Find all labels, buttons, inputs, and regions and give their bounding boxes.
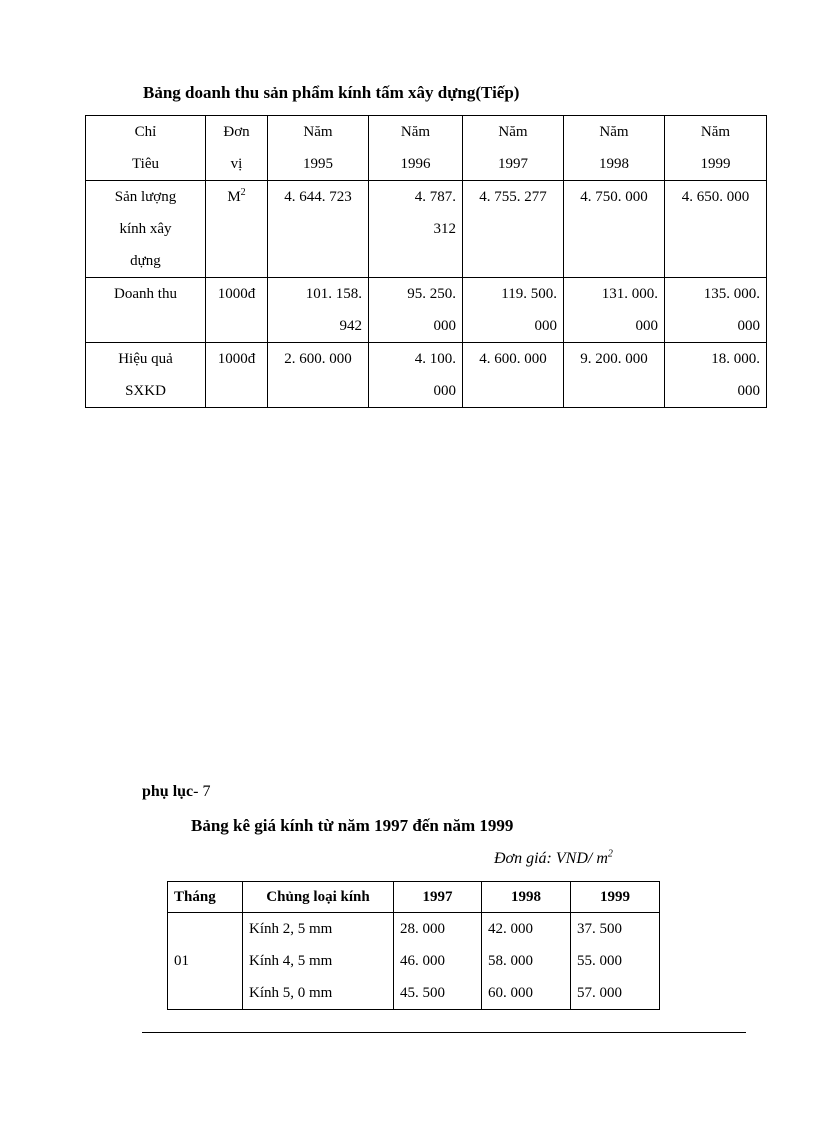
cell-value: 4. 600. 000 bbox=[463, 343, 564, 408]
unit-note: Đơn giá: VND/ $m^2$ bbox=[494, 848, 613, 867]
revenue-table bbox=[85, 115, 767, 408]
header-year-1996: Năm 1996 bbox=[369, 116, 463, 181]
appendix-label: phụ lục- 7 bbox=[142, 783, 211, 800]
header-unit: Đơn vị bbox=[206, 116, 268, 181]
price-header-row bbox=[168, 882, 660, 913]
cell-value: 4. 755. 277 bbox=[463, 181, 564, 278]
header-year-1999: Năm 1999 bbox=[665, 116, 767, 181]
cell-value: 101. 158. 942 bbox=[268, 278, 369, 343]
row-unit: 1000đ bbox=[206, 278, 268, 343]
revenue-header-row bbox=[86, 116, 767, 181]
cell-value: 119. 500. 000 bbox=[463, 278, 564, 343]
footer-rule bbox=[142, 1032, 746, 1033]
table-row bbox=[86, 181, 767, 278]
cell-value: 2. 600. 000 bbox=[268, 343, 369, 408]
price-cell-1999: 37. 500 55. 000 57. 000 bbox=[571, 913, 660, 1010]
price-cell-1997: 28. 000 46. 000 45. 500 bbox=[394, 913, 482, 1010]
cell-value: 95. 250. 000 bbox=[369, 278, 463, 343]
row-unit: 1000đ bbox=[206, 343, 268, 408]
row-unit: $M^2$ bbox=[206, 181, 268, 278]
cell-value: 131. 000. 000 bbox=[564, 278, 665, 343]
cell-value: 4. 750. 000 bbox=[564, 181, 665, 278]
cell-value: 4. 787. 312 bbox=[369, 181, 463, 278]
header-year-1998: Năm 1998 bbox=[564, 116, 665, 181]
cell-value: 9. 200. 000 bbox=[564, 343, 665, 408]
table-row bbox=[168, 913, 660, 1010]
cell-value: 135. 000. 000 bbox=[665, 278, 767, 343]
cell-value: 4. 644. 723 bbox=[268, 181, 369, 278]
header-month: Tháng bbox=[168, 882, 243, 913]
row-label: Sản lượng kính xây dựng bbox=[86, 181, 206, 278]
header-1997: 1997 bbox=[394, 882, 482, 913]
header-1998: 1998 bbox=[482, 882, 571, 913]
cell-value: 4. 650. 000 bbox=[665, 181, 767, 278]
table-row bbox=[86, 343, 767, 408]
cell-value: 4. 100. 000 bbox=[369, 343, 463, 408]
glass-type-cell: Kính 2, 5 mm Kính 4, 5 mm Kính 5, 0 mm bbox=[243, 913, 394, 1010]
header-1999: 1999 bbox=[571, 882, 660, 913]
header-year-1995: Năm 1995 bbox=[268, 116, 369, 181]
row-label: Doanh thu bbox=[86, 278, 206, 343]
table1-title: Bảng doanh thu sản phẩm kính tấm xây dựng(Tiếp) bbox=[143, 83, 520, 102]
cell-value: 18. 000. 000 bbox=[665, 343, 767, 408]
table-row bbox=[86, 278, 767, 343]
price-cell-1998: 42. 000 58. 000 60. 000 bbox=[482, 913, 571, 1010]
month-cell: 01 bbox=[168, 913, 243, 1010]
header-glass-type: Chủng loại kính bbox=[243, 882, 394, 913]
header-indicator: Chỉ Tiêu bbox=[86, 116, 206, 181]
row-label: Hiệu quả SXKD bbox=[86, 343, 206, 408]
header-year-1997: Năm 1997 bbox=[463, 116, 564, 181]
table2-title: Bảng kê giá kính từ năm 1997 đến năm 1999 bbox=[191, 816, 514, 835]
price-table bbox=[167, 881, 660, 1010]
